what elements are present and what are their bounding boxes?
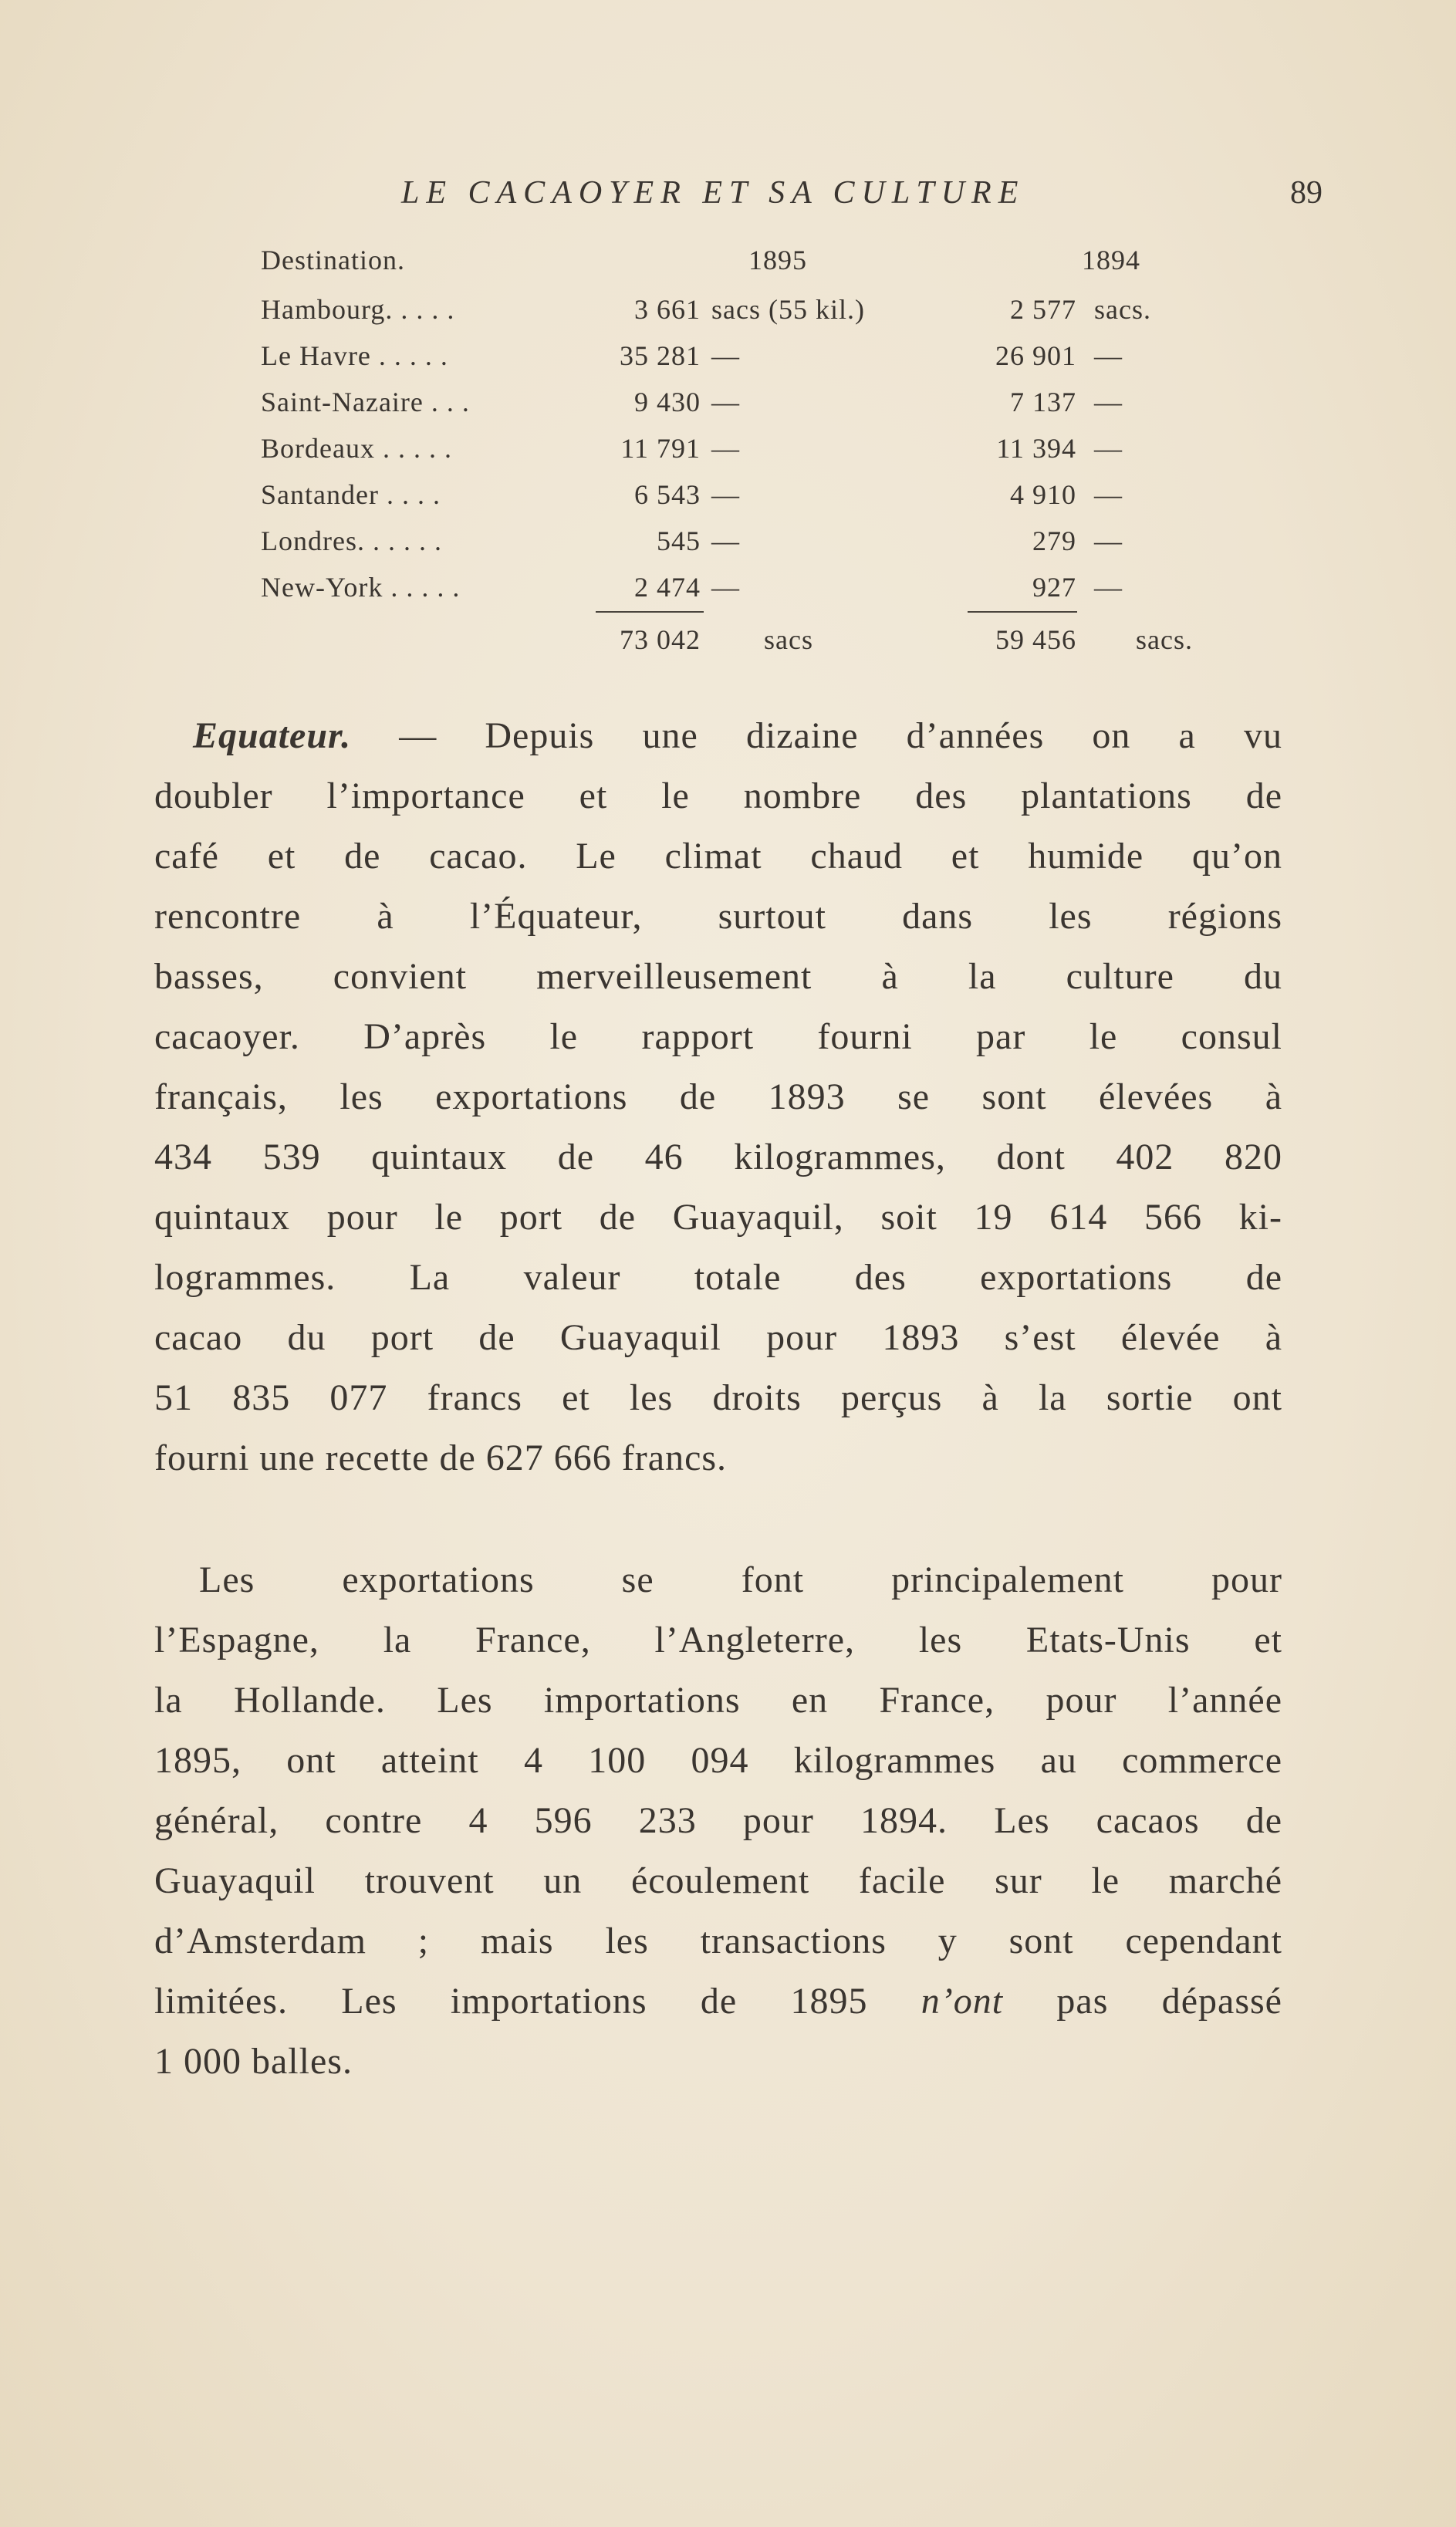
paragraph-line: 1 000 balles. (154, 2041, 353, 2082)
row-value-1894: 11 394 (996, 433, 1076, 464)
paragraph-line: cacao du port de Guayaquil pour 1893 s’est élevée à (154, 1317, 1282, 1358)
sum-rule-1894 (968, 611, 1077, 613)
row-unit-1895: — (711, 340, 740, 371)
row-destination: Saint-Nazaire . . . (261, 387, 470, 417)
row-unit-1894: sacs. (1094, 294, 1151, 325)
row-value-1895: 35 281 (620, 340, 701, 371)
row-unit-1895: — (711, 479, 740, 510)
row-destination: Hambourg. . . . . (261, 294, 455, 325)
paragraph-line: la Hollande. Les importations en France, pour l’année (154, 1680, 1282, 1721)
row-value-1894: 2 577 (1010, 294, 1076, 325)
row-unit-1895: — (711, 433, 740, 464)
section-heading: Equateur. (193, 715, 352, 756)
paragraph-line: cacaoyer. D’après le rapport fourni par le consul (154, 1016, 1282, 1057)
row-value-1894: 927 (1032, 572, 1076, 603)
paragraph-line: rencontre à l’Équateur, surtout dans les régions (154, 896, 1282, 937)
row-unit-1894: — (1094, 525, 1123, 556)
paragraph-line: Equateur. — Depuis une dizaine d’années on a vu (193, 715, 1282, 756)
paragraph-line: d’Amsterdam ; mais les transactions y sont cependant (154, 1921, 1282, 1961)
paragraph-line: Guayaquil trouvent un écoulement facile sur le marché (154, 1860, 1282, 1901)
total-unit-1894: sacs. (1136, 624, 1193, 655)
row-unit-1895: — (711, 525, 740, 556)
sum-rule-1895 (596, 611, 704, 613)
row-unit-1895: — (711, 572, 740, 603)
row-value-1895: 545 (657, 525, 701, 556)
paragraph-line: fourni une recette de 627 666 francs. (154, 1437, 728, 1478)
row-value-1895: 11 791 (620, 433, 701, 464)
row-unit-1894: — (1094, 433, 1123, 464)
paragraph-equateur (154, 706, 1282, 1488)
paragraph-line: doubler l’importance et le nombre des plantations de (154, 775, 1282, 816)
row-destination: Bordeaux . . . . . (261, 433, 452, 464)
row-destination: Londres. . . . . . (261, 525, 442, 556)
row-value-1894: 7 137 (1010, 387, 1076, 417)
row-destination: Le Havre . . . . . (261, 340, 448, 371)
paragraph-line: général, contre 4 596 233 pour 1894. Les cacaos de (154, 1800, 1282, 1841)
paragraph-line: français, les exportations de 1893 se sont élevées à (154, 1076, 1282, 1117)
row-value-1894: 4 910 (1010, 479, 1076, 510)
row-unit-1894: — (1094, 572, 1123, 603)
row-value-1895: 9 430 (634, 387, 701, 417)
row-value-1895: 6 543 (634, 479, 701, 510)
table-header-1895: 1895 (748, 245, 807, 275)
paragraph-exports (154, 1550, 1282, 2092)
total-value-1894: 59 456 (995, 624, 1076, 655)
row-value-1894: 279 (1032, 525, 1076, 556)
row-destination: Santander . . . . (261, 479, 441, 510)
paragraph-line: Les exportations se font principalement pour (199, 1559, 1282, 1600)
row-unit-1894: — (1094, 340, 1123, 371)
italic-phrase: n’ont (921, 1981, 1004, 2022)
running-header-title: LE CACAOYER ET SA CULTURE (401, 175, 1025, 211)
row-unit-1895: — (711, 387, 740, 417)
paragraph-line: l’Espagne, la France, l’Angleterre, les Etats-Unis et (154, 1620, 1282, 1660)
paragraph-line: basses, convient merveilleusement à la culture du (154, 956, 1282, 997)
total-value-1895: 73 042 (620, 624, 701, 655)
row-value-1895: 3 661 (634, 294, 701, 325)
paragraph-line: limitées. Les importations de 1895 n’ont pas dépassé (154, 1981, 1282, 2022)
paragraph-line: logrammes. La valeur totale des exportations de (154, 1257, 1282, 1298)
page-number: 89 (1290, 175, 1323, 211)
paragraph-line: 434 539 quintaux de 46 kilogrammes, dont 402 820 (154, 1137, 1282, 1177)
paragraph-line: quintaux pour le port de Guayaquil, soit 19 614 566 ki- (154, 1197, 1282, 1238)
row-unit-1895: sacs (55 kil.) (711, 294, 865, 325)
total-unit-1895: sacs (764, 624, 813, 655)
paragraph-line: 51 835 077 francs et les droits perçus à la sortie ont (154, 1377, 1282, 1418)
paragraph-line: 1895, ont atteint 4 100 094 kilogrammes au commerce (154, 1740, 1282, 1781)
row-value-1895: 2 474 (634, 572, 701, 603)
row-unit-1894: — (1094, 479, 1123, 510)
table-header-1894: 1894 (1082, 245, 1140, 275)
row-value-1894: 26 901 (995, 340, 1076, 371)
paragraph-line: café et de cacao. Le climat chaud et humide qu’on (154, 836, 1282, 877)
row-unit-1894: — (1094, 387, 1123, 417)
row-destination: New-York . . . . . (261, 572, 461, 603)
table-header-destination: Destination. (261, 245, 405, 275)
